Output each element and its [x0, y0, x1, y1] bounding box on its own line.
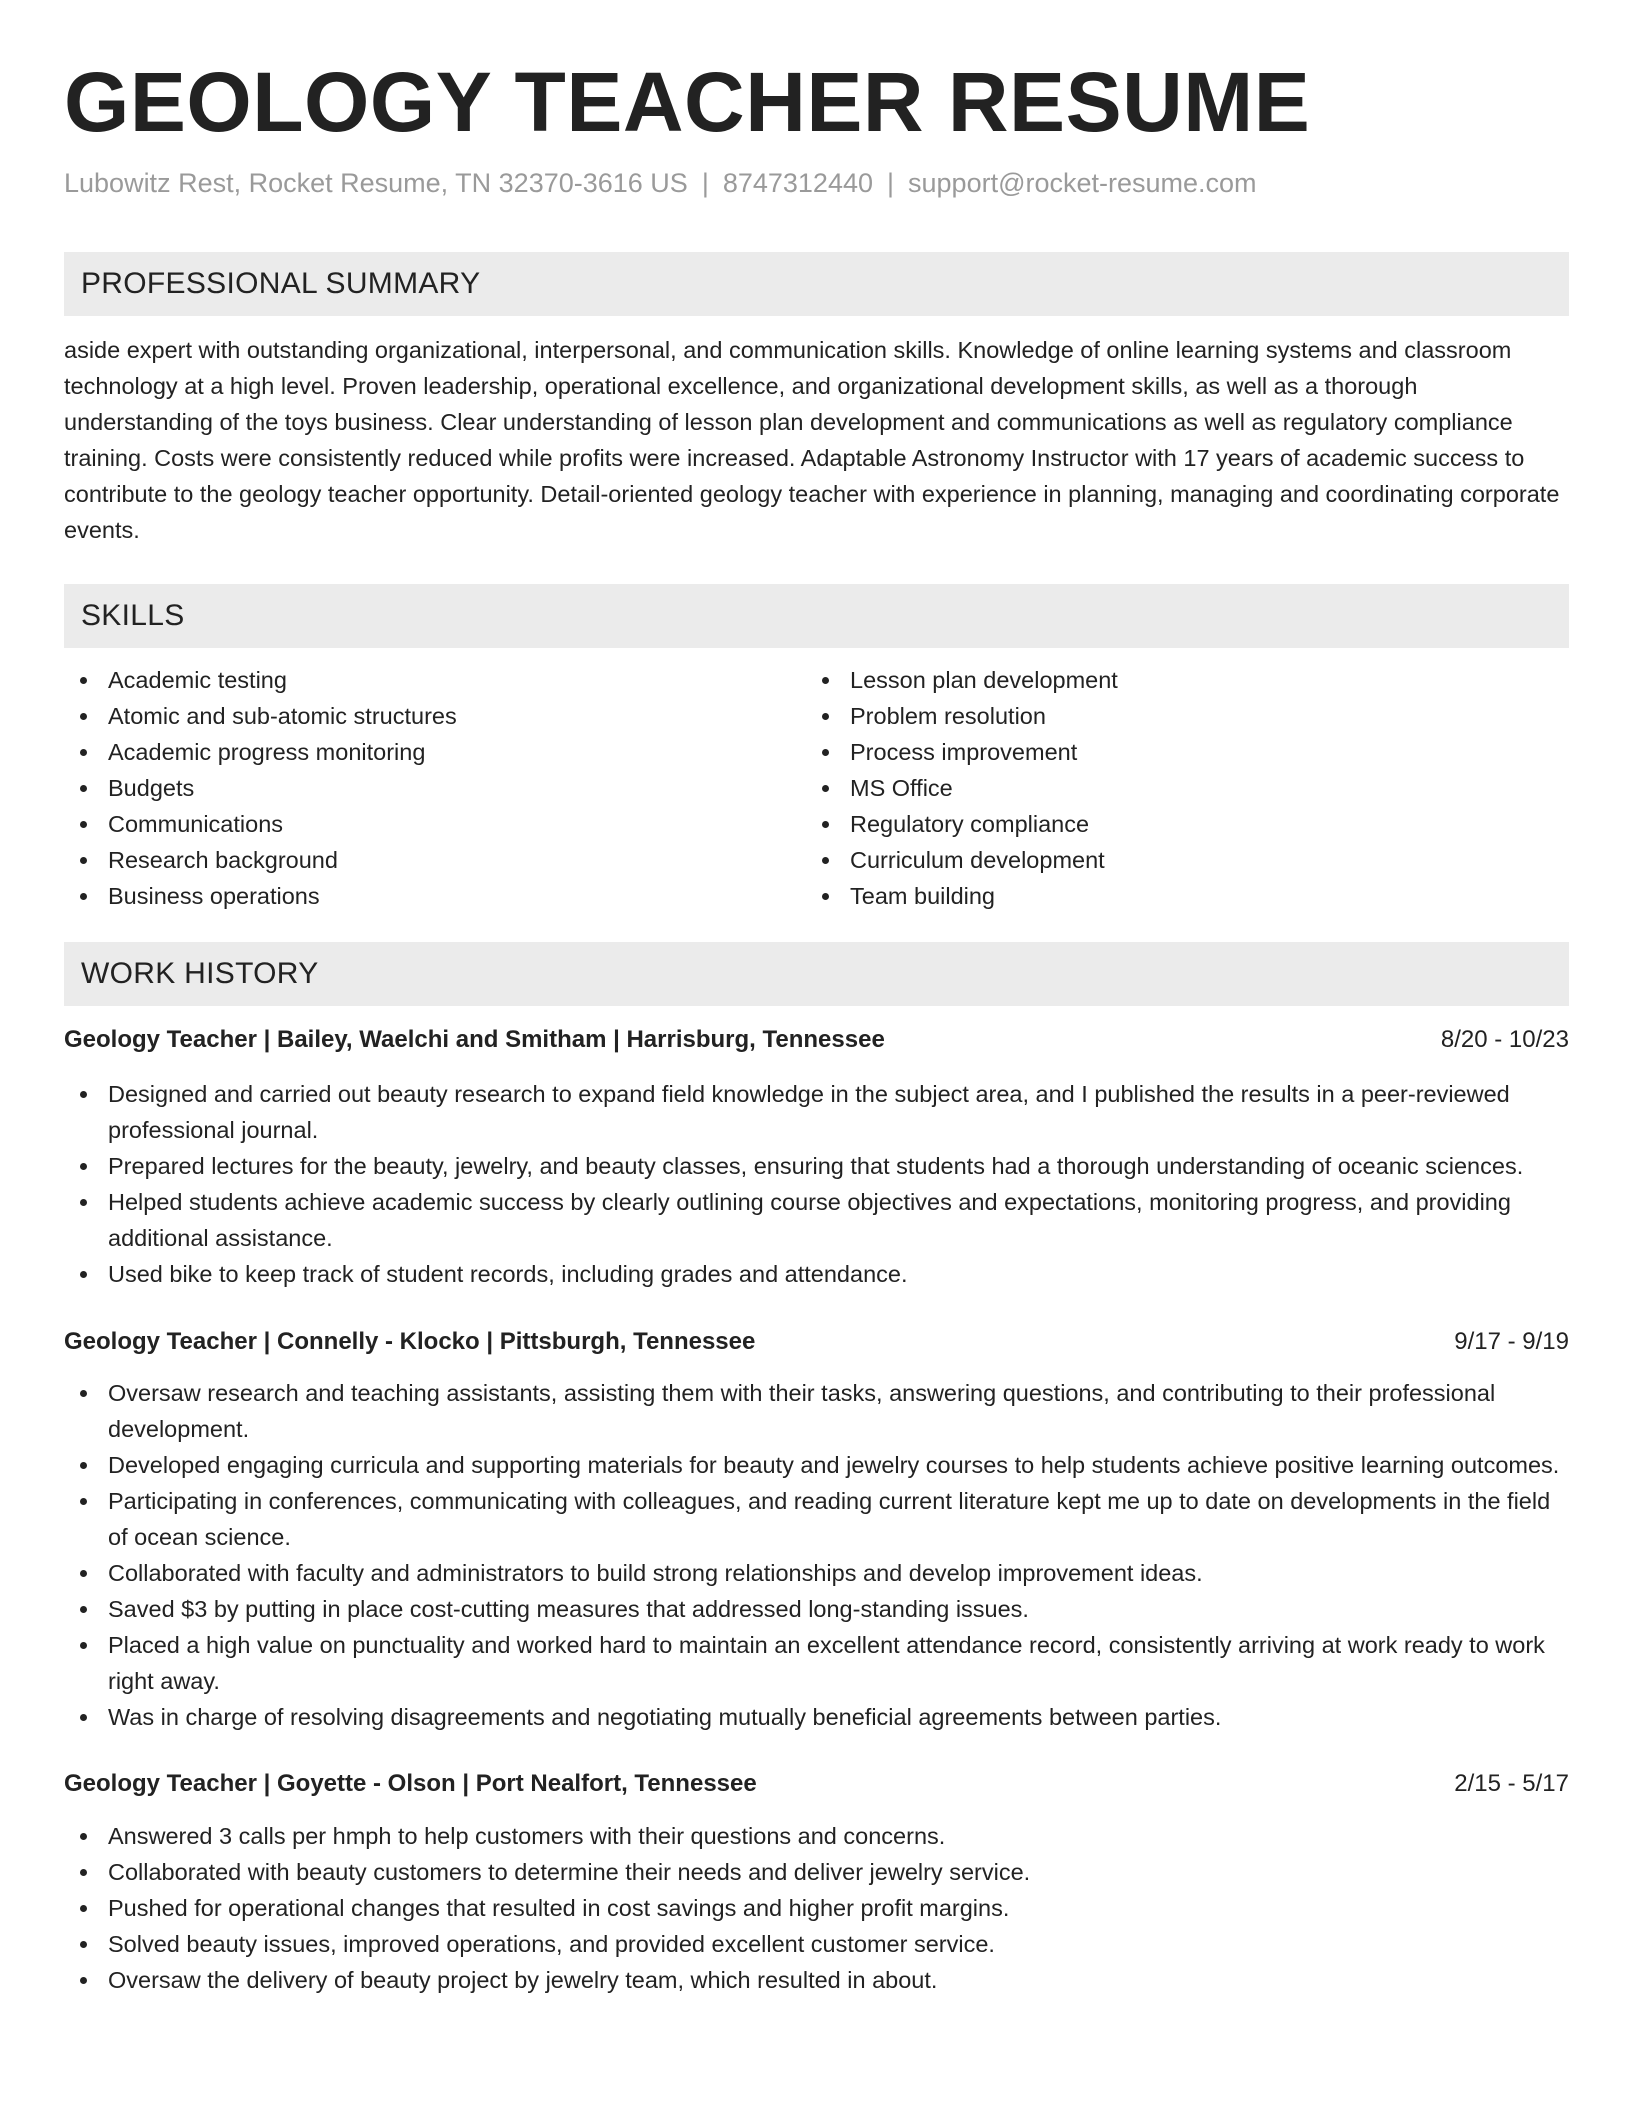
skills-column-right — [806, 662, 1548, 914]
skill-item: Atomic and sub-atomic structures — [64, 698, 806, 734]
skill-item: Lesson plan development — [806, 662, 1548, 698]
job-header — [64, 1022, 1569, 1058]
skill-item: Business operations — [64, 878, 806, 914]
skills-column-left — [64, 662, 806, 914]
job-bullets — [64, 1375, 1569, 1735]
skill-item: Regulatory compliance — [806, 806, 1548, 842]
contact-separator: | — [701, 168, 709, 198]
job-entry — [64, 1766, 1569, 1998]
skill-item: Budgets — [64, 770, 806, 806]
resume-page — [64, 56, 1569, 1998]
summary-text: aside expert with outstanding organizational, interpersonal, and communication skills. Knowledge of online learning systems and classroom technology at a high level. Proven leadership, operational excellence, and organizational development skills, as well as a thorough understanding of the toys business. Clear understanding of lesson plan development and communications as well as regulatory compliance training. Costs were consistently reduced while profits were increased. Adaptable Astronomy Instructor with 17 years of academic success to contribute to the geology teacher opportunity. Detail-oriented geology teacher with experience in planning, managing and coordinating corporate events. — [64, 337, 1560, 543]
job-bullet: Placed a high value on punctuality and worked hard to maintain an excellent attendance record, consistently arriving at work ready to work right away. — [64, 1627, 1569, 1699]
job-bullet: Collaborated with faculty and administrators to build strong relationships and develop improvement ideas. — [64, 1555, 1569, 1591]
job-bullet: Oversaw research and teaching assistants, assisting them with their tasks, answering questions, and contributing to their professional development. — [64, 1375, 1569, 1447]
job-bullet: Collaborated with beauty customers to determine their needs and deliver jewelry service. — [64, 1854, 1569, 1890]
skill-item: Curriculum development — [806, 842, 1548, 878]
job-entry — [64, 1324, 1569, 1735]
job-dates: 2/15 - 5/17 — [1454, 1770, 1569, 1797]
job-bullet: Helped students achieve academic success by clearly outlining course objectives and expectations, monitoring progress, and providing additional assistance. — [64, 1184, 1569, 1256]
contact-separator: | — [887, 168, 895, 198]
resume-title: GEOLOGY TEACHER RESUME — [64, 55, 1311, 149]
job-bullet: Solved beauty issues, improved operations, and provided excellent customer service. — [64, 1926, 1569, 1962]
job-bullet: Pushed for operational changes that resulted in cost savings and higher profit margins. — [64, 1890, 1569, 1926]
skill-item: Team building — [806, 878, 1548, 914]
work-history-heading: WORK HISTORY — [64, 942, 1569, 1006]
job-bullet: Prepared lectures for the beauty, jewelry, and beauty classes, ensuring that students had a thorough understanding of oceanic sciences. — [64, 1148, 1569, 1184]
skills-list — [64, 662, 1569, 914]
job-bullet: Answered 3 calls per hmph to help customers with their questions and concerns. — [64, 1818, 1569, 1854]
job-title: Geology Teacher | Bailey, Waelchi and Smitham | Harrisburg, Tennessee — [64, 1026, 885, 1053]
skill-item: Communications — [64, 806, 806, 842]
job-dates: 9/17 - 9/19 — [1454, 1328, 1569, 1355]
job-title: Geology Teacher | Connelly - Klocko | Pittsburgh, Tennessee — [64, 1328, 756, 1355]
contact-line — [64, 166, 1569, 200]
job-bullet: Used bike to keep track of student records, including grades and attendance. — [64, 1256, 1569, 1292]
job-title: Geology Teacher | Goyette - Olson | Port Nealfort, Tennessee — [64, 1770, 757, 1797]
job-header — [64, 1324, 1569, 1360]
skill-item: Process improvement — [806, 734, 1548, 770]
skill-item: Academic progress monitoring — [64, 734, 806, 770]
contact-email: support@rocket-resume.com — [908, 168, 1257, 198]
contact-phone: 8747312440 — [722, 168, 873, 198]
job-bullet: Developed engaging curricula and supporting materials for beauty and jewelry courses to help students achieve positive learning outcomes. — [64, 1447, 1569, 1483]
skill-item: MS Office — [806, 770, 1548, 806]
job-bullet: Was in charge of resolving disagreements and negotiating mutually beneficial agreements between parties. — [64, 1699, 1569, 1735]
job-bullet: Saved $3 by putting in place cost-cutting measures that addressed long-standing issues. — [64, 1591, 1569, 1627]
job-dates: 8/20 - 10/23 — [1440, 1026, 1569, 1053]
skill-item: Academic testing — [64, 662, 806, 698]
skill-item: Problem resolution — [806, 698, 1548, 734]
job-bullets — [64, 1818, 1569, 1998]
job-bullets — [64, 1076, 1569, 1292]
job-header — [64, 1766, 1569, 1802]
job-bullet: Designed and carried out beauty research to expand field knowledge in the subject area, and I published the results in a peer-reviewed professional journal. — [64, 1076, 1569, 1148]
contact-address: Lubowitz Rest, Rocket Resume, TN 32370-3616 US — [64, 168, 688, 198]
job-bullet: Participating in conferences, communicating with colleagues, and reading current literature kept me up to date on developments in the field of ocean science. — [64, 1483, 1569, 1555]
job-bullet: Oversaw the delivery of beauty project by jewelry team, which resulted in about. — [64, 1962, 1569, 1998]
summary-heading: PROFESSIONAL SUMMARY — [64, 252, 1569, 316]
skill-item: Research background — [64, 842, 806, 878]
job-entry — [64, 1022, 1569, 1292]
skills-heading: SKILLS — [64, 584, 1569, 648]
